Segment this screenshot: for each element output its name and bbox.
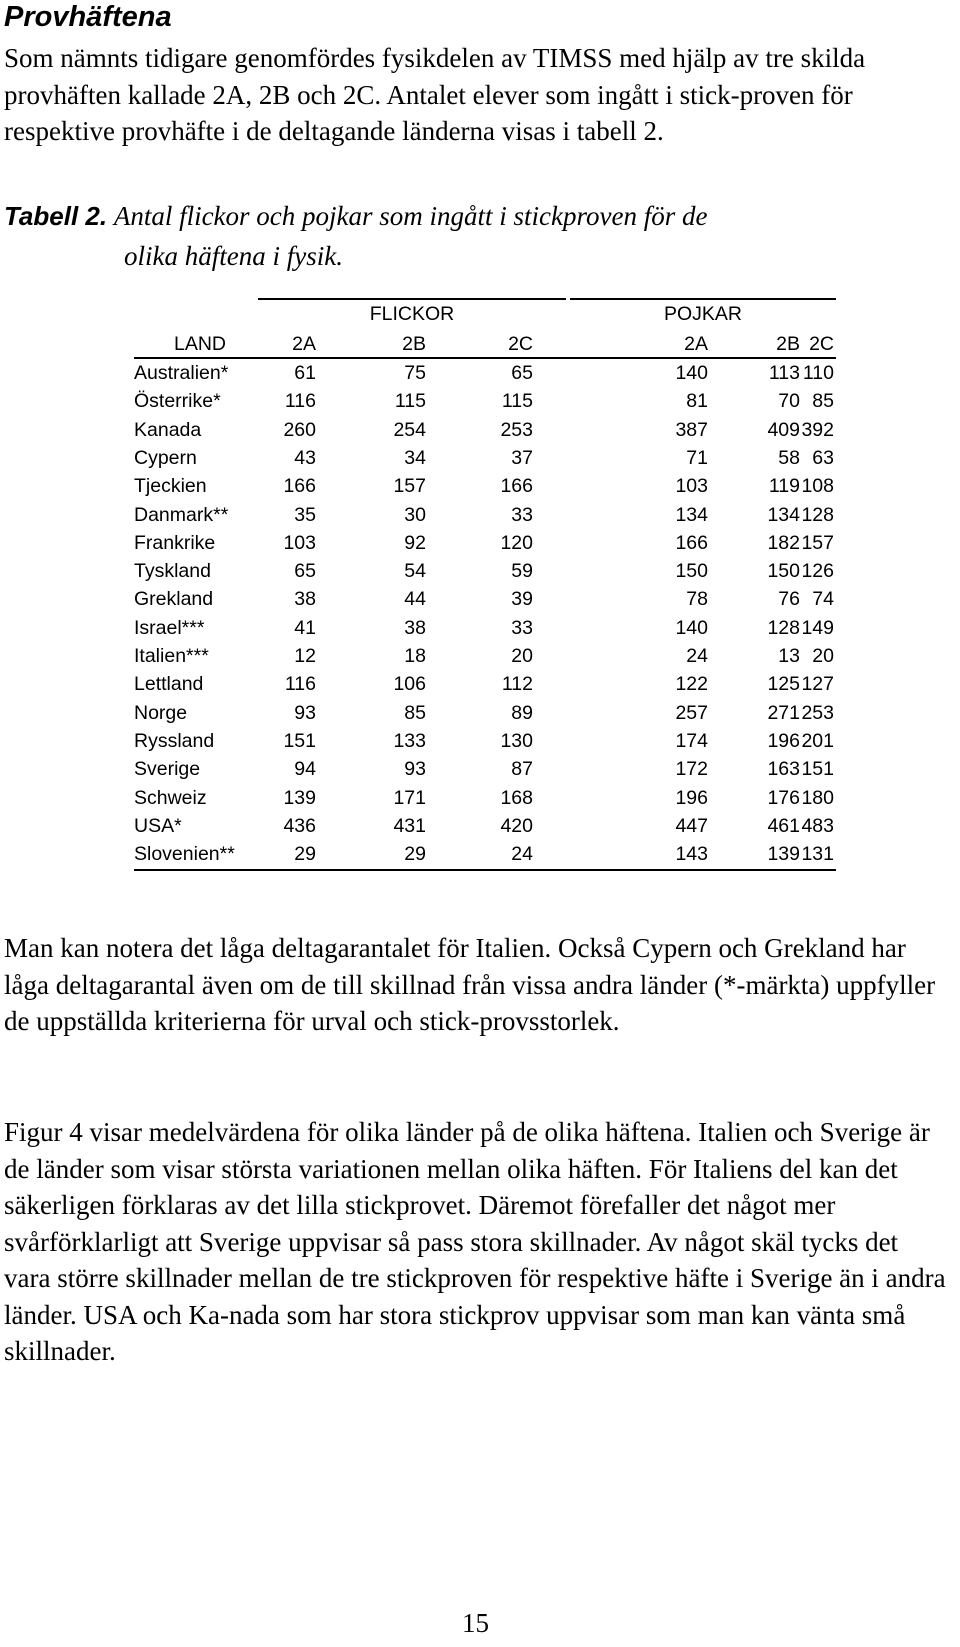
table-row <box>134 699 836 729</box>
cell-pojkar-2a: 447 <box>675 814 708 837</box>
table-row <box>134 585 836 615</box>
cell-country: Sverige <box>134 758 201 781</box>
cell-flickor-2a: 12 <box>294 645 316 667</box>
cell-flickor-2b: 157 <box>393 475 426 498</box>
cell-pojkar-2c: 108 <box>801 475 834 498</box>
column-header-pojkar-2a: 2A <box>684 333 708 355</box>
cell-flickor-2b: 85 <box>404 701 426 724</box>
cell-country: Danmark** <box>134 503 229 526</box>
cell-flickor-2b: 38 <box>404 616 426 639</box>
cell-pojkar-2c: 126 <box>801 560 834 583</box>
cell-country: Norge <box>134 701 188 724</box>
column-header-flickor-2b: 2B <box>402 333 426 355</box>
cell-flickor-2a: 43 <box>294 446 316 469</box>
cell-flickor-2c: 130 <box>500 729 533 752</box>
cell-flickor-2b: 254 <box>393 418 426 441</box>
cell-country: Australien* <box>134 362 229 384</box>
cell-flickor-2b: 44 <box>404 588 426 611</box>
cell-country: Schweiz <box>134 786 207 809</box>
cell-pojkar-2b: 461 <box>767 814 800 837</box>
cell-flickor-2a: 41 <box>294 616 316 639</box>
cell-pojkar-2a: 24 <box>686 645 708 667</box>
cell-country: Italien*** <box>134 645 209 667</box>
cell-pojkar-2b: 139 <box>767 843 800 866</box>
cell-pojkar-2c: 128 <box>801 503 834 526</box>
cell-flickor-2c: 33 <box>511 616 533 639</box>
cell-flickor-2c: 112 <box>501 673 533 696</box>
cell-flickor-2c: 420 <box>500 814 533 837</box>
cell-pojkar-2b: 176 <box>767 786 800 809</box>
cell-pojkar-2a: 140 <box>675 616 708 639</box>
table-caption-line2: olika häftena i fysik. <box>124 241 343 271</box>
cell-country: Ryssland <box>134 729 215 752</box>
cell-pojkar-2a: 257 <box>675 701 708 724</box>
table-row <box>134 642 836 672</box>
cell-pojkar-2b: 196 <box>767 729 800 752</box>
cell-pojkar-2c: 180 <box>801 786 834 809</box>
table-row <box>134 501 836 531</box>
table-caption-line1: Antal flickor och pojkar som ingått i stickproven för de <box>113 201 708 231</box>
cell-pojkar-2b: 70 <box>778 390 800 413</box>
cell-pojkar-2c: 74 <box>812 588 834 611</box>
cell-pojkar-2a: 140 <box>675 362 708 384</box>
cell-country: Cypern <box>134 446 197 469</box>
cell-flickor-2a: 151 <box>283 729 316 752</box>
table-row <box>134 670 836 700</box>
cell-pojkar-2a: 134 <box>675 503 708 526</box>
cell-pojkar-2c: 151 <box>801 758 834 781</box>
cell-pojkar-2c: 85 <box>812 390 834 413</box>
cell-pojkar-2c: 253 <box>801 701 834 724</box>
cell-flickor-2a: 61 <box>294 362 316 384</box>
cell-flickor-2a: 116 <box>284 673 316 696</box>
cell-flickor-2b: 54 <box>404 560 426 583</box>
cell-pojkar-2b: 76 <box>778 588 800 611</box>
cell-pojkar-2b: 271 <box>767 701 800 724</box>
table-caption-label: Tabell 2. <box>4 201 108 231</box>
cell-flickor-2b: 133 <box>393 729 426 752</box>
cell-country: Österrike* <box>134 390 221 413</box>
column-header-pojkar-2c: 2C <box>809 333 834 355</box>
cell-pojkar-2c: 149 <box>801 616 834 639</box>
cell-flickor-2b: 93 <box>404 758 426 781</box>
cell-flickor-2c: 24 <box>511 843 533 866</box>
cell-pojkar-2a: 150 <box>675 560 708 583</box>
cell-flickor-2c: 87 <box>511 758 533 781</box>
table-header-row <box>134 330 836 360</box>
table-row <box>134 784 836 814</box>
table-row <box>134 812 836 842</box>
column-header-pojkar-2b: 2B <box>776 333 800 355</box>
cell-pojkar-2a: 81 <box>686 390 708 413</box>
cell-pojkar-2c: 127 <box>801 673 834 696</box>
table-row <box>134 755 836 785</box>
cell-flickor-2b: 431 <box>393 814 426 837</box>
cell-pojkar-2c: 131 <box>801 843 834 866</box>
cell-flickor-2c: 65 <box>511 362 533 384</box>
cell-flickor-2b: 92 <box>404 531 426 554</box>
table-caption <box>4 196 904 276</box>
cell-pojkar-2b: 113 <box>768 362 800 384</box>
cell-flickor-2a: 166 <box>283 475 316 498</box>
cell-flickor-2a: 103 <box>283 531 316 554</box>
cell-pojkar-2b: 409 <box>767 418 800 441</box>
cell-pojkar-2c: 483 <box>801 814 834 837</box>
cell-flickor-2c: 115 <box>501 390 533 413</box>
cell-country: Tyskland <box>134 560 211 583</box>
table-row <box>134 444 836 474</box>
cell-pojkar-2c: 157 <box>801 531 834 554</box>
cell-pojkar-2a: 78 <box>686 588 708 611</box>
cell-flickor-2c: 89 <box>511 701 533 724</box>
bottom-rule <box>134 869 836 871</box>
cell-flickor-2c: 20 <box>511 645 533 667</box>
cell-flickor-2c: 166 <box>500 475 533 498</box>
cell-flickor-2b: 30 <box>404 503 426 526</box>
cell-flickor-2a: 35 <box>294 503 316 526</box>
cell-country: USA* <box>134 814 182 837</box>
cell-pojkar-2a: 387 <box>675 418 708 441</box>
table-row <box>134 614 836 644</box>
cell-flickor-2c: 39 <box>511 588 533 611</box>
cell-flickor-2a: 29 <box>294 843 316 866</box>
cell-flickor-2b: 18 <box>404 645 426 667</box>
cell-flickor-2c: 59 <box>511 560 533 583</box>
cell-pojkar-2a: 196 <box>675 786 708 809</box>
cell-pojkar-2b: 128 <box>767 616 800 639</box>
column-header-land: LAND <box>174 333 227 355</box>
cell-flickor-2a: 260 <box>283 418 316 441</box>
cell-country: Kanada <box>134 418 202 441</box>
cell-pojkar-2b: 163 <box>767 758 800 781</box>
cell-pojkar-2b: 182 <box>767 531 800 554</box>
cell-flickor-2a: 93 <box>294 701 316 724</box>
table-row <box>134 472 836 502</box>
intro-paragraph: Som nämnts tidigare genomfördes fysikdelen av TIMSS med hjälp av tre skilda provhäften kallade 2A, 2B och 2C. Antalet elever som ingått i stick-proven för respektive provhäfte i de deltagande länderna visas i tabell 2. <box>4 43 866 146</box>
cell-pojkar-2a: 166 <box>675 531 708 554</box>
table-row <box>134 840 836 870</box>
cell-pojkar-2a: 122 <box>675 673 708 696</box>
cell-pojkar-2a: 143 <box>675 843 708 866</box>
cell-pojkar-2a: 172 <box>675 758 708 781</box>
cell-pojkar-2a: 71 <box>686 446 708 469</box>
cell-flickor-2b: 115 <box>394 390 426 413</box>
table-row <box>134 529 836 559</box>
group-header-pojkar: POJKAR <box>663 303 743 325</box>
cell-flickor-2b: 171 <box>393 786 426 809</box>
cell-flickor-2b: 34 <box>404 446 426 469</box>
cell-country: Lettland <box>134 673 204 696</box>
cell-pojkar-2c: 20 <box>812 645 834 667</box>
cell-pojkar-2c: 63 <box>812 446 834 469</box>
cell-pojkar-2c: 201 <box>801 729 834 752</box>
cell-pojkar-2c: 392 <box>801 418 834 441</box>
cell-country: Slovenien** <box>134 843 235 866</box>
column-header-flickor-2c: 2C <box>508 333 533 355</box>
cell-pojkar-2b: 125 <box>767 673 800 696</box>
cell-pojkar-2b: 13 <box>778 645 800 667</box>
section-heading: Provhäftena <box>4 1 172 33</box>
cell-flickor-2c: 120 <box>500 531 533 554</box>
cell-flickor-2c: 33 <box>511 503 533 526</box>
cell-pojkar-2a: 174 <box>675 729 708 752</box>
cell-flickor-2a: 65 <box>294 560 316 583</box>
table-row <box>134 727 836 757</box>
cell-country: Tjeckien <box>134 475 207 498</box>
cell-flickor-2c: 253 <box>500 418 533 441</box>
cell-flickor-2a: 116 <box>284 390 316 413</box>
column-header-flickor-2a: 2A <box>292 333 316 355</box>
table-row <box>134 557 836 587</box>
table-row <box>134 359 836 389</box>
cell-pojkar-2a: 103 <box>675 475 708 498</box>
cell-pojkar-2b: 119 <box>768 475 800 498</box>
cell-pojkar-2b: 134 <box>767 503 800 526</box>
cell-flickor-2b: 29 <box>404 843 426 866</box>
cell-flickor-2a: 436 <box>283 814 316 837</box>
paragraph-3: Figur 4 visar medelvärdena för olika länder på de olika häftena. Italien och Sverige är de länder som visar största variationen mellan olika häften. För Italiens del kan det säkerligen förklaras av det lilla stickprovet. Däremot förefaller det något mer svårförklarligt att Sverige uppvisar så pass stora skillnader. Av något skäl tycks det vara större skillnader mellan de tre stickproven för respektive häfte i Sverige än i andra länder. USA och Ka-nada som har stora stickprov uppvisar som man kan vänta små skillnader. <box>4 1117 946 1366</box>
table-row <box>134 387 836 417</box>
cell-flickor-2b: 106 <box>393 673 426 696</box>
page-number: 15 <box>462 1608 489 1638</box>
cell-flickor-2a: 94 <box>294 758 316 781</box>
cell-flickor-2c: 168 <box>500 786 533 809</box>
table-row <box>134 416 836 446</box>
cell-flickor-2a: 38 <box>294 588 316 611</box>
cell-pojkar-2c: 110 <box>802 362 834 384</box>
cell-country: Frankrike <box>134 531 216 554</box>
cell-pojkar-2b: 150 <box>767 560 800 583</box>
cell-flickor-2b: 75 <box>404 362 426 384</box>
group-header-flickor: FLICKOR <box>369 303 455 325</box>
cell-pojkar-2b: 58 <box>778 446 800 469</box>
paragraph-2: Man kan notera det låga deltagarantalet för Italien. Också Cypern och Grekland har låga deltagarantal även om de till skillnad från vissa andra länder (*-märkta) uppfyller de uppställda kriterierna för urval och stick-provsstorlek. <box>4 933 936 1036</box>
cell-flickor-2c: 37 <box>511 446 533 469</box>
cell-country: Grekland <box>134 588 214 611</box>
cell-country: Israel*** <box>134 616 205 639</box>
cell-flickor-2a: 139 <box>283 786 316 809</box>
